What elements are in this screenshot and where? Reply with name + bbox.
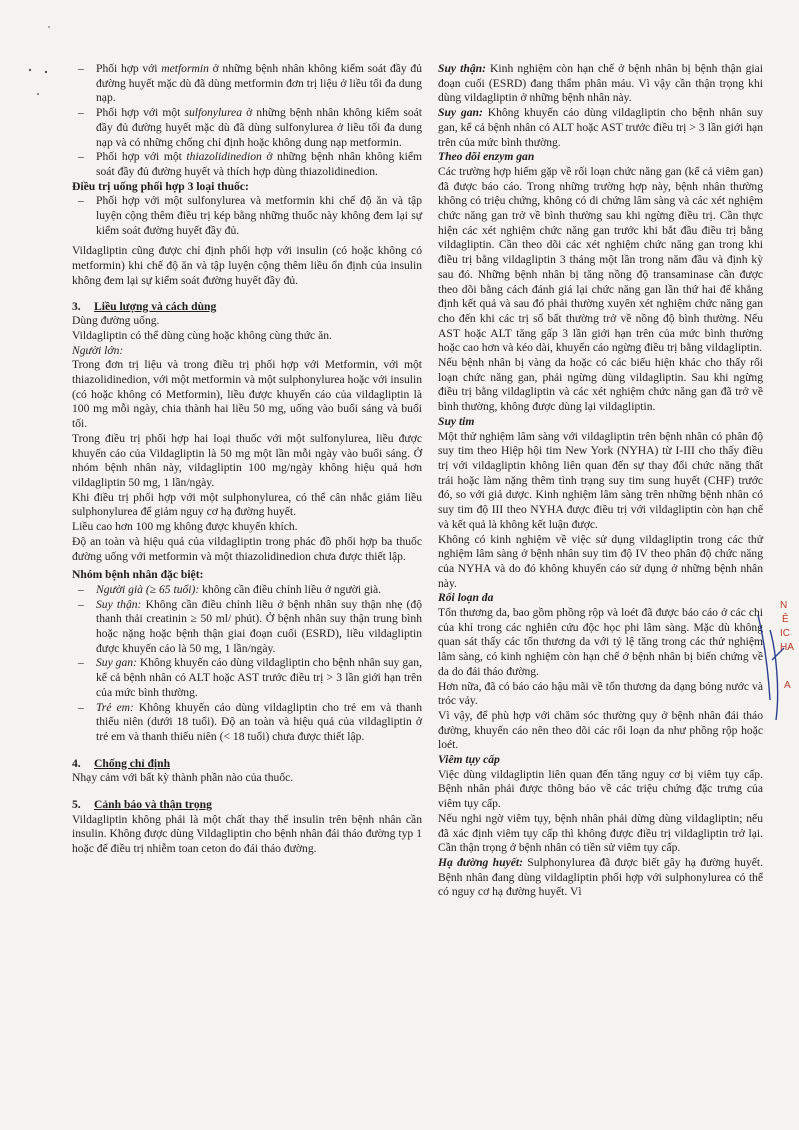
scan-speck	[37, 93, 39, 95]
scan-speck	[29, 69, 31, 71]
text: Kinh nghiệm còn hạn chế ở bệnh nhân bị bệnh thận giai đoạn cuối (ESRD) đang thẩm phân máu. Vì vậy cần thận trọng khi dùng vildagliptin ở những bệnh nhân này.	[438, 62, 763, 105]
section-3-heading	[72, 300, 422, 315]
text: Phối hợp với một	[96, 106, 185, 120]
special-hepatic	[72, 656, 422, 700]
drug-name: thiazolidinedion	[186, 150, 262, 164]
adult-dose-paragraph-1: Trong đơn trị liệu và trong điều trị phối hợp với Metformin, với một thiazolidinedion, với một metformin và một sulphonylurea hoặc với insulin (có hoặc không có Metformin), liều được khuyến cáo của vildagliptin là 100 mg mỗi ngày, chia thành hai liều 50 mg, uống vào buổi sáng và buổi tối.	[72, 358, 422, 431]
section-number: 3.	[72, 299, 81, 313]
combo2-item-thiazolidinedion	[72, 150, 422, 179]
renal-warning	[438, 62, 763, 106]
stamp-letter: IC	[780, 628, 790, 639]
adult-dose-paragraph-5: Độ an toàn và hiệu quả của vildagliptin trong phác đồ phối hợp ba thuốc đường uống với metformin và một thiazolidinedion chưa được thiết lập.	[72, 534, 422, 563]
liver-paragraph-1: Các trường hợp hiếm gặp về rối loạn chức năng gan (kể cả viêm gan) đã được báo cáo. Trong những trường hợp này, bệnh nhân thường không có triệu chứng, không có di chứng lâm sàng và các xét nghiệm chức năng gan trở về bình thường sau khi ngừng điều trị. Cần thực hiện các xét nghiệm chức năng gan trước khi bắt đầu điều trị bằng vildagliptin. Cần theo dõi các xét nghiệm chức năng gan trong khi điều trị bằng vildagliptin 3 tháng một lần trong năm đầu và định kỳ sau đó. Những bệnh nhân bị tăng nồng độ transaminase cần được theo dõi bằng cách đánh giá lại chức năng gan lần thứ hai để khẳng định kết quả và sau đó phải thường xuyên xét nghiệm chức năng gan cho đến khi các trị số bất thường trở về nồng độ bình thường. Nếu AST hoặc ALT tăng gấp 3 lần giới hạn trên của mức bình thường hoặc cao hơn và kéo dài, khuyến cáo ngừng điều trị bằng vildagliptin.	[438, 164, 763, 355]
stamp-letter: N	[780, 600, 788, 611]
heart-failure-heading: Suy tim	[438, 414, 475, 428]
text: ở những bệnh nhân không kiểm soát đầy đủ đường huyết mặc dù đã dùng sulfonylurea ở liều tối đa dung nạp và có những chống chỉ định hoặc không dung nạp metformin.	[96, 106, 422, 149]
text: ở những bệnh nhân không kiểm soát đầy đủ đường huyết mặc dù đã dùng metformin đơn trị liệu ở liều tối đa dung nạp.	[96, 62, 422, 105]
text: ở những bệnh nhân không kiểm soát đầy đủ đường huyết và thích hợp dùng thiazolidinedion.	[96, 150, 422, 178]
label: Trẻ em:	[96, 700, 134, 714]
stamp-letter: Ê	[782, 614, 789, 625]
text: Không cần điều chỉnh liều ở bệnh nhân suy thận nhẹ (độ thanh thải creatinin ≥ 50 ml/ phút). Ở bệnh nhân suy thận trung bình hoặc nặng hoặc bệnh thận giai đoạn cuối (ESRD), liều vildagliptin được khuyến cáo là 50 mg, 1 lần/ngày.	[96, 597, 422, 655]
section-5-heading	[72, 798, 422, 813]
combo3-item: – Phối hợp với một sulfonylurea và metformin khi chế độ ăn và tập luyện cộng thêm điều trị kép bằng những thuốc này không đem lại sự kiểm soát đường huyết đầy đủ.	[72, 194, 422, 238]
right-column	[438, 62, 763, 900]
text: Không khuyến cáo dùng vildagliptin cho trẻ em và thanh thiếu niên (dưới 18 tuổi). Độ an toàn và hiệu quả của vildagliptin ở trẻ em và thanh thiếu niên (< 18 tuổi) chưa được thiết lập.	[96, 700, 422, 743]
section-title: Chống chỉ định	[94, 756, 171, 770]
special-children	[72, 701, 422, 745]
label: Suy gan:	[438, 106, 483, 120]
special-renal	[72, 598, 422, 657]
scan-speck	[45, 71, 47, 73]
skin-paragraph-1: Tổn thương da, bao gồm phồng rộp và loét đã được báo cáo ở các chi của khỉ trong các nghiên cứu độc học phi lâm sàng. Mặc dù không quan sát thấy các tổn thương da với tỷ lệ tăng trong các thử nghiệm lâm sàng, có kinh nghiệm còn hạn chế ở bệnh nhân bị biến chứng về da do đái tháo đường.	[438, 606, 763, 678]
label: Người già (≥ 65 tuổi):	[96, 582, 200, 596]
text: Phối hợp với	[96, 62, 162, 75]
adult-label: Người lớn:	[72, 343, 124, 357]
left-column	[72, 62, 422, 857]
combo2-item-sulfonylurea	[72, 106, 422, 150]
section-number: 5.	[72, 798, 81, 812]
label: Hạ đường huyết:	[438, 855, 523, 869]
hepatic-warning	[438, 106, 763, 150]
label: Suy thận:	[438, 62, 486, 75]
skin-paragraph-3: Vì vậy, để phù hợp với chăm sóc thường quy ở bệnh nhân đái tháo đường, khuyến cáo nên theo dõi các rối loạn da như phồng rộp hoặc loét.	[438, 708, 763, 752]
section-number: 4.	[72, 756, 81, 770]
special-elderly	[72, 583, 422, 598]
drug-name: sulfonylurea	[184, 106, 242, 120]
partial-red-stamp	[778, 560, 799, 700]
stamp-letter: A	[784, 680, 791, 691]
section-title: Liều lượng và cách dùng	[94, 299, 217, 313]
text: Phối hợp với một	[96, 150, 187, 164]
special-population-heading: Nhóm bệnh nhân đặc biệt:	[72, 568, 204, 582]
contraindication-text: Nhạy cảm với bất kỳ thành phần nào của thuốc.	[72, 771, 294, 785]
skin-paragraph-2: Hơn nữa, đã có báo cáo hậu mãi về tổn thương da dạng bóng nước và tróc vảy.	[438, 679, 763, 708]
liver-paragraph-2: Nếu bệnh nhân bị vàng da hoặc có các biểu hiện khác cho thấy rối loạn chức năng gan, phải ngừng dùng vildagliptin. Sau khi ngừng điều trị bằng vildagliptin và các xét nghiệm chức năng gan đã trở về bình thường, không được dùng lại vildagliptin.	[438, 356, 763, 414]
adult-dose-paragraph-3: Khi điều trị phối hợp với một sulphonylurea, có thể cân nhắc giảm liều sulphonylurea để giảm nguy cơ hạ đường huyết.	[72, 490, 422, 519]
food-text: Vildagliptin có thể dùng cùng hoặc không cùng thức ăn.	[72, 328, 332, 342]
adult-dose-paragraph-4: Liều cao hơn 100 mg không được khuyến khích.	[72, 520, 298, 534]
combo3-heading: Điều trị uống phối hợp 3 loại thuốc:	[72, 179, 249, 193]
pancreatitis-paragraph-2: Nếu nghi ngờ viêm tụy, bệnh nhân phải dừng dùng vildagliptin; nếu đã xác định viêm tụy cấp thì không được điều trị vildagliptin trở lại. Cần thận trọng ở bệnh nhân có tiền sử viêm tụy cấp.	[438, 811, 763, 855]
scan-speck	[48, 26, 50, 28]
combo2-item-metformin	[72, 62, 422, 106]
stamp-letter: HA	[780, 642, 794, 653]
drug-name: metformin	[161, 62, 209, 75]
text: Sulphonylurea đã được biết gây hạ đường huyết. Bệnh nhân đang dùng vildagliptin phối hợp với sulphonylurea có thể có nguy cơ hạ đường huyết. Vì	[438, 855, 764, 899]
adult-dose-paragraph-2: Trong điều trị phối hợp hai loại thuốc với một sulfonylurea, liều được khuyến cáo của Vildagliptin là 50 mg một lần mỗi ngày vào buổi sáng. Ở nhóm bệnh nhân này, vildagliptin 100 mg/ngày không hiệu quả hơn vildagliptin 50 mg, 1 lần/ngày.	[72, 431, 422, 489]
hypoglycemia-paragraph	[438, 856, 763, 900]
liver-enzyme-heading: Theo dõi enzym gan	[438, 150, 535, 164]
text: không cần điều chỉnh liều ở người già.	[199, 582, 382, 596]
heart-paragraph-1: Một thử nghiệm lâm sàng với vildagliptin trên bệnh nhân có phân độ suy tim theo Hiệp hội tim New York (NYHA) từ I-III cho thấy điều trị với vildagliptin không liên quan đến sự thay đổi chức năng thất trái hoặc làm nặng thêm tình trạng suy tim sung huyết (CHF) trước đó, so với giả dược. Kinh nghiệm lâm sàng trên những bệnh nhân có suy tim độ III theo NYHA được điều trị với vildagliptin còn hạn chế và kết quả là không kết luận được.	[438, 429, 763, 531]
heart-paragraph-2: Không có kinh nghiệm về việc sử dụng vildagliptin trong các thử nghiệm lâm sàng ở bệnh nhân suy tim độ IV theo phân độ chức năng của NYHA và do đó không khuyến cáo sử dụng ở những bệnh nhân này.	[438, 532, 763, 590]
section-title: Cảnh báo và thận trọng	[94, 798, 212, 812]
label: Suy gan:	[96, 656, 137, 670]
route-text: Dùng đường uống.	[72, 314, 160, 328]
pancreatitis-heading: Viêm tụy cấp	[438, 753, 500, 767]
insulin-paragraph: Vildagliptin cũng được chỉ định phối hợp với insulin (có hoặc không có metformin) khi chế độ ăn và tập luyện cộng thêm liều ổn định của insulin không đem lại sự kiểm soát đường huyết đầy đủ.	[72, 244, 422, 287]
warning-text: Vildagliptin không phải là một chất thay thế insulin trên bệnh nhân cần insulin. Không được dùng Vildagliptin cho bệnh nhân đái tháo đường typ 1 hoặc để điều trị nhiễm toan ceton do đái tháo đường.	[72, 812, 422, 856]
section-4-heading	[72, 757, 422, 772]
text: Không khuyến cáo dùng vildagliptin cho bệnh nhân suy gan, kể cả bệnh nhân có ALT hoặc AST trước điều trị > 3 lần giới hạn trên của mức bình thường.	[438, 106, 764, 149]
text: Không khuyến cáo dùng vildagliptin cho bệnh nhân suy gan, kể cả bệnh nhân có ALT hoặc AST trước điều trị > 3 lần giới hạn trên của mức bình thường.	[96, 656, 422, 699]
label: Suy thận:	[96, 597, 142, 611]
pancreatitis-paragraph-1: Việc dùng vildagliptin liên quan đến tăng nguy cơ bị viêm tụy cấp. Bệnh nhân phải được thông báo về các triệu chứng đặc trưng của viêm tụy cấp.	[438, 767, 763, 811]
skin-disorder-heading: Rối loạn da	[438, 591, 494, 605]
